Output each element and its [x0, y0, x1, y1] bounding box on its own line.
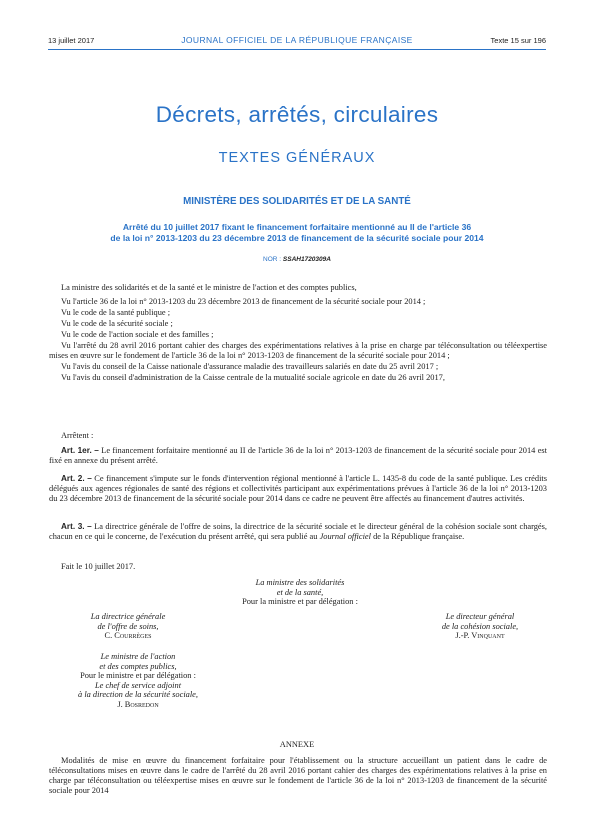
article-label: Art. 1er. – — [61, 446, 99, 455]
article-1 — [49, 446, 547, 467]
publication-date: 13 juillet 2017 — [48, 36, 95, 45]
done-at-text: Fait le 10 juillet 2017. — [61, 562, 136, 571]
article-label: Art. 3. – — [61, 522, 92, 531]
arrete-title-line-1: Arrêté du 10 juillet 2017 fixant le financement forfaitaire mentionné au II de l'article 36 — [122, 222, 472, 232]
annexe-title: ANNEXE — [279, 740, 315, 749]
arretent: Arrêtent : — [61, 431, 94, 440]
minister-signature: La ministre des solidarités et de la santé, Pour la ministre et par délégation : — [242, 578, 358, 607]
arrete-title-line-2: de la loi n° 2013-1203 du 23 décembre 2013 de financement de la sécurité sociale pour 2014 — [110, 233, 484, 243]
visa-line: Vu le code de l'action sociale et des familles ; — [61, 330, 214, 339]
visas — [49, 297, 547, 384]
visa-line: Vu le code de la santé publique ; — [61, 308, 171, 317]
annexe-text: Modalités de mise en œuvre du financement forfaitaire pour l'établissement ou la structure accueillant un patient dans le cadre de téléconsultations mises en œuvre dans le cadre de l'arrêté du 28 avril 2016 portant cahier des charges des expérimentations relatives à la prise en charge par téléconsultation ou téléexpertise mises en œuvre sur le fondement de l'article 36 de la loi n° 2013-1203 de financement de la sécurité sociale pour 2014 — [49, 756, 547, 795]
article-3: Art. 3. – La directrice générale de l'offre de soins, la directrice de la sécurité sociale et le directeur général de la cohésion sociale sont chargés, chacun en ce qui le concerne, de l'exécution du présent arrêté, qui sera publié au Journal officiel de la République française. — [49, 522, 547, 541]
arrete-title — [40, 222, 554, 244]
subsection-title: TEXTES GÉNÉRAUX — [218, 150, 376, 166]
done-at — [49, 562, 547, 573]
article-text: Le financement forfaitaire mentionné au II de l'article 36 de la loi n° 2013-1203 de financement de la sécurité sociale pour 2014 est fixé en annexe du présent arrêté. — [49, 446, 548, 465]
dgos-signature: La directrice générale de l'offre de soins, C. Courrèges — [48, 612, 208, 641]
nor-reference — [0, 256, 594, 263]
article-2 — [49, 474, 547, 505]
signatory-name: J.-P. Vinquant — [455, 631, 505, 641]
dgcs-signature: Le directeur général de la cohésion sociale, J.-P. Vinquant — [400, 612, 560, 641]
text-number: Texte 15 sur 196 — [490, 36, 546, 45]
header-rule — [48, 49, 546, 50]
preamble — [49, 283, 547, 294]
arretent-block — [49, 431, 547, 442]
visa-line: Vu l'arrêté du 28 avril 2016 portant cahier des charges des expérimentations relatives à la prise en charge par téléconsultation ou téléexpertise mises en œuvre sur le fondement de l'article 36 de la loi n° 2013-1203 de financement de la sécurité sociale pour 2014 ; — [49, 341, 547, 360]
ministry-heading: MINISTÈRE DES SOLIDARITÉS ET DE LA SANTÉ — [183, 196, 411, 207]
visa-line: Vu le code de la sécurité sociale ; — [61, 319, 173, 328]
visa-line: Vu l'article 36 de la loi n° 2013-1203 du 23 décembre 2013 de financement de la sécurité sociale pour 2014 ; — [61, 297, 426, 306]
action-signature: Le ministre de l'action et des comptes publics, Pour le ministre et par délégation : Le chef de service adjoint à la direction de la sécurité sociale, J. Bosredon — [48, 652, 228, 710]
signatory-name: C. Courrèges — [104, 631, 152, 641]
visa-line: Vu l'avis du conseil d'administration de la Caisse centrale de la mutualité sociale agricole en date du 26 avril 2017, — [61, 373, 445, 382]
page-header — [48, 36, 546, 50]
nor-label: NOR : — [263, 256, 282, 263]
article-label: Art. 2. – — [61, 474, 92, 483]
signatory-name: J. Bosredon — [117, 699, 159, 709]
annexe-body — [49, 756, 547, 797]
article-text: Ce financement s'impute sur le fonds d'intervention régional mentionné à l'article L. 1435-8 du code de la santé publique. Les crédits délégués aux agences régionales de santé des régions et collectivités participant aux expérimentations prévues à l'article 36 de la loi n° 2013-1203 du 23 décembre 2013 de financement de la sécurité sociale pour 2014 dans ce cadre ne peuvent être affectés au financement d'autres activités. — [49, 474, 547, 503]
visa-line: Vu l'avis du conseil de la Caisse nationale d'assurance maladie des travailleurs salariés en date du 25 avril 2017 ; — [61, 362, 439, 371]
nor-code: SSAH1720309A — [282, 256, 331, 263]
preamble-line: La ministre des solidarités et de la santé et le ministre de l'action et des comptes publics, — [61, 283, 357, 292]
journal-name: JOURNAL OFFICIEL DE LA RÉPUBLIQUE FRANÇAISE — [181, 35, 413, 45]
article-text: La directrice générale de l'offre de soins, la directrice de la sécurité sociale et le directeur général de la cohésion sociale sont chargés, chacun en ce qui le concerne, de l'exécution du présent arrêté, qui sera publié au — [49, 522, 547, 541]
section-title: Décrets, arrêtés, circulaires — [155, 102, 439, 127]
journal-officiel-ref: Journal officiel — [319, 532, 371, 541]
